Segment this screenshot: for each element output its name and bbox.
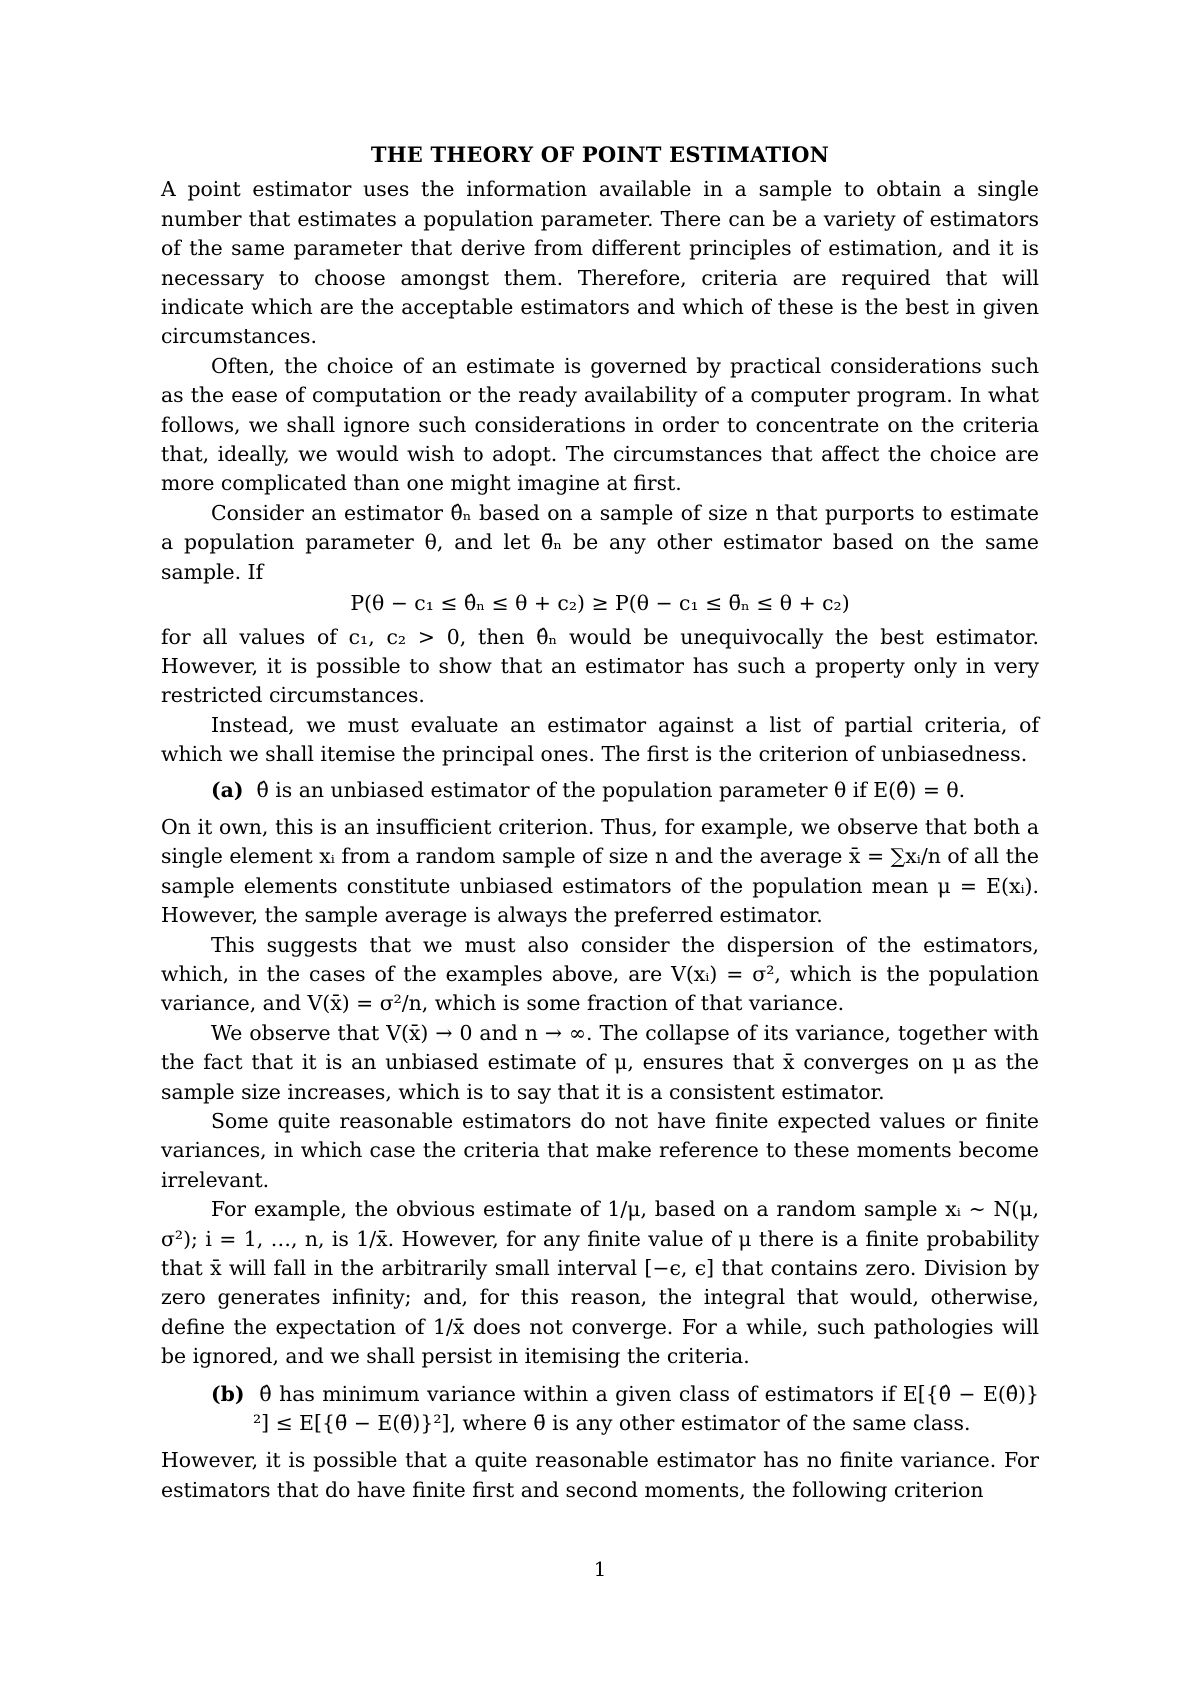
page-title: THE THEORY OF POINT ESTIMATION [370,142,830,167]
paragraph-on-its-own: On it own, this is an insufficient criterion. Thus, for example, we observe that both a single element xᵢ from a random sample of size n and the average x̄ = ∑xᵢ/n of all the sample elements constitute unbiased estimators of the population mean μ = E(xᵢ). However, the sample average is always the preferred estimator. [161,814,1039,928]
criterion-b-text: θ̂ has minimum variance within a given class of estimators if E[{θ̂ − E(θ̂)}²] ≤ E[{θ̄ − E(θ̄)}²], where θ̄ is any other estimator of the same class. [253,1381,1039,1436]
criterion-b [211,1380,1039,1439]
paragraph-all-values: for all values of c₁, c₂ > 0, then θ̂ₙ would be unequivocally the best estimator. However, it is possible to show that an estimator has such a property only in very restricted circumstances. [161,624,1039,708]
paragraph-practical: Often, the choice of an estimate is governed by practical considerations such as the ease of computation or the ready availability of a computer program. In what follows, we shall ignore such considerations in order to concentrate on the criteria that, ideally, we would wish to adopt. The circumstances that affect the choice are more complicated than one might imagine at first. [161,353,1039,496]
paragraph-instead: Instead, we must evaluate an estimator against a list of partial criteria, of which we shall itemise the principal ones. The first is the criterion of unbiasedness. [161,712,1039,767]
criterion-a-label: (a) [211,777,244,802]
paragraph-dispersion: This suggests that we must also consider the dispersion of the estimators, which, in the cases of the examples above, are V(xᵢ) = σ², which is the population variance, and V(x̄) = σ²/n, which is some fraction of that variance. [161,932,1039,1016]
paragraph-consistency: We observe that V(x̄) → 0 and n → ∞. The collapse of its variance, together with the fact that it is an unbiased estimate of μ, ensures that x̄ converges on μ as the sample size increases, which is to say that it is a consistent estimator. [161,1020,1039,1104]
paragraph-example: For example, the obvious estimate of 1/μ, based on a random sample xᵢ ∼ N(μ, σ²); i = 1, …, n, is 1/x̄. However, for any finite value of μ there is a finite probability that x̄ will fall in the arbitrarily small interval [−ϵ, ϵ] that contains zero. Division by zero generates infinity; and, for this reason, the integral that would, otherwise, define the expectation of 1/x̄ does not converge. For a while, such pathologies will be ignored, and we shall persist in itemising the criteria. [161,1197,1039,1369]
probability-equation: P(θ − c₁ ≤ θ̂ₙ ≤ θ + c₂) ≥ P(θ − c₁ ≤ θ̄ₙ ≤ θ + c₂) [350,591,850,616]
paragraph-finite-variance: However, it is possible that a quite reasonable estimator has no finite variance. For estimators that do have finite first and second moments, the following criterion [161,1448,1039,1502]
page-number: 1 [593,1557,607,1581]
criterion-a [211,776,1039,805]
criterion-b-label: (b) [211,1381,245,1406]
paragraph-consider: Consider an estimator θ̂ₙ based on a sample of size n that purports to estimate a population parameter θ, and let θ̄ₙ be any other estimator based on the same sample. If [161,500,1039,584]
paragraph-intro: A point estimator uses the information available in a sample to obtain a single number that estimates a population parameter. There can be a variety of estimators of the same parameter that derive from different principles of estimation, and it is necessary to choose amongst them. Therefore, criteria are required that will indicate which are the acceptable estimators and which of these is the best in given circumstances. [161,177,1039,349]
paragraph-moments: Some quite reasonable estimators do not have finite expected values or finite variances, in which case the criteria that make reference to these moments become irrelevant. [161,1109,1039,1192]
criterion-a-text: θ̂ is an unbiased estimator of the population parameter θ if E(θ̂) = θ. [256,777,966,802]
page-body [161,140,1039,1505]
